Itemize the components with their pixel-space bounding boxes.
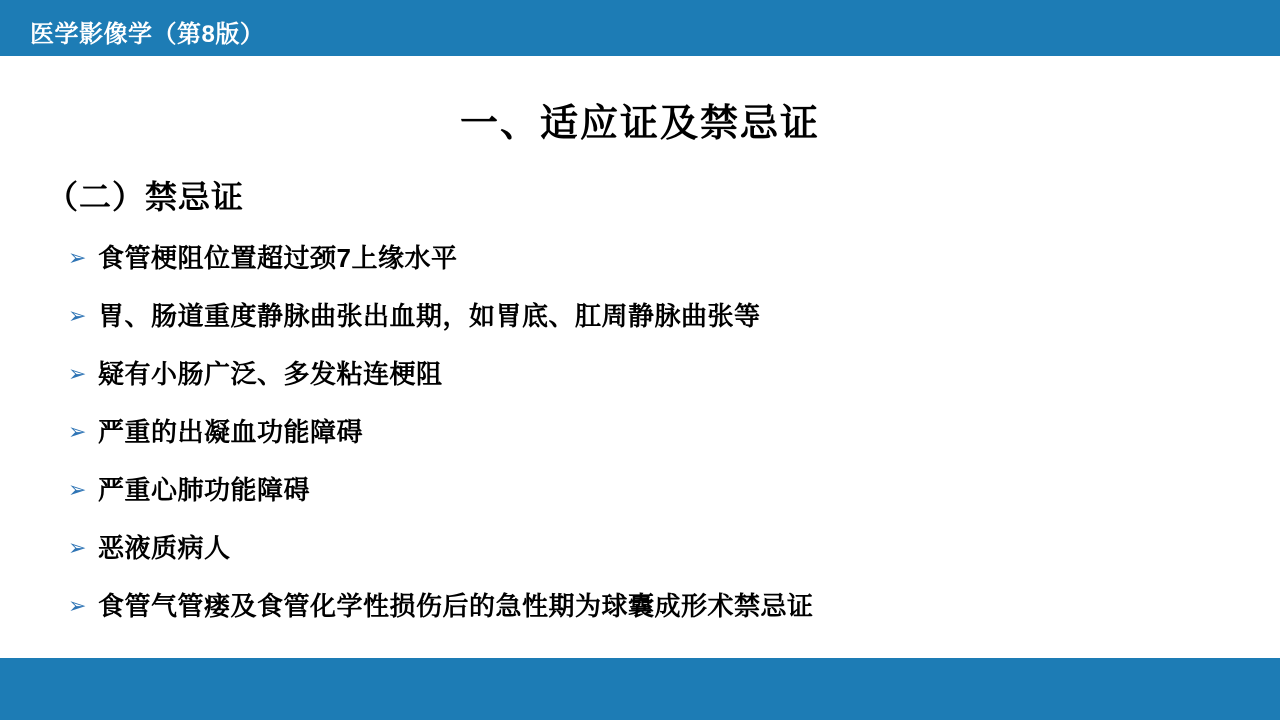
- list-item: [68, 470, 1248, 510]
- list-item-label: 严重心肺功能障碍: [98, 475, 311, 505]
- chevron-right-icon: ➢: [68, 419, 87, 444]
- footer-bar: [0, 658, 1280, 720]
- chevron-right-icon: ➢: [68, 535, 87, 560]
- header-title: 医学影像学（第8版）: [30, 21, 265, 48]
- section-heading: （二）禁忌证: [46, 179, 245, 215]
- list-item-label: 胃、肠道重度静脉曲张出血期，如胃底、肛周静脉曲张等: [98, 301, 761, 331]
- list-item-label: 恶液质病人: [98, 533, 231, 563]
- list-item: [68, 354, 1248, 394]
- chevron-right-icon: ➢: [68, 245, 87, 270]
- list-item-label: 食管梗阻位置超过颈7上缘水平: [98, 243, 458, 273]
- page-title: 一、适应证及禁忌证: [459, 103, 820, 145]
- bullet-list: [68, 238, 1248, 644]
- list-item-label: 疑有小肠广泛、多发粘连梗阻: [98, 359, 443, 389]
- list-item: [68, 412, 1248, 452]
- list-item: [68, 296, 1248, 336]
- list-item: [68, 528, 1248, 568]
- header-bar: [0, 0, 1280, 56]
- header-divider: [0, 56, 1280, 60]
- chevron-right-icon: ➢: [68, 303, 87, 328]
- chevron-right-icon: ➢: [68, 593, 87, 618]
- list-item: [68, 238, 1248, 278]
- list-item-label: 严重的出凝血功能障碍: [98, 417, 364, 447]
- chevron-right-icon: ➢: [68, 361, 87, 386]
- list-item-label: 食管气管瘘及食管化学性损伤后的急性期为球囊成形术禁忌证: [98, 591, 814, 621]
- list-item: [68, 586, 1248, 626]
- chevron-right-icon: ➢: [68, 477, 87, 502]
